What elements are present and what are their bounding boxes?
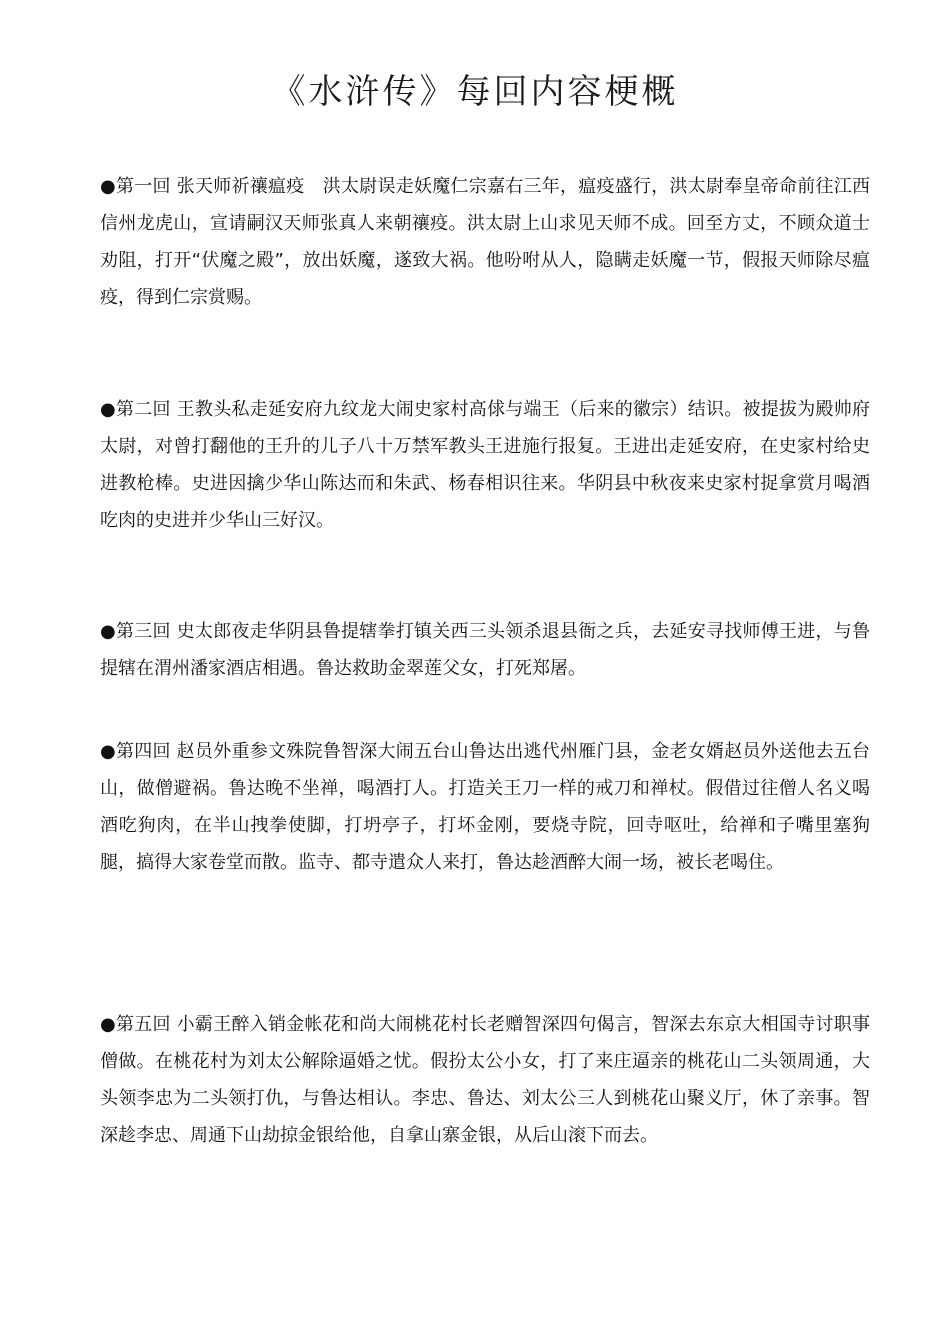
document-title: 《水浒传》每回内容梗概	[271, 72, 679, 112]
chapter-summary-3: ●第三回 史太郎夜走华阴县鲁提辖拳打镇关西三头领杀退县衙之兵，去延安寻找师傅王进，与鲁提辖在渭州潘家酒店相遇。鲁达救助金翠莲父女，打死郑屠。	[100, 621, 870, 679]
chapter-summary-2: ●第二回 王教头私走延安府九纹龙大闹史家村高俅与端王（后来的徽宗）结识。被提拔为殿帅府太尉，对曾打翻他的王升的儿子八十万禁军教头王进施行报复。王进出走延安府，在史家村给史进教枪棒。史进因擒少华山陈达而和朱武、杨春相识往来。华阴县中秋夜来史家村捉拿赏月喝酒吃肉的史进并少华山三好汉。	[100, 399, 870, 531]
chapter-summary-5: ●第五回 小霸王醉入销金帐花和尚大闹桃花村长老赠智深四句偈言，智深去东京大相国寺讨职事僧做。在桃花村为刘太公解除逼婚之忧。假扮太公小女，打了来庄逼亲的桃花山二头领周通，大头领李忠为二头领打仇，与鲁达相认。李忠、鲁达、刘太公三人到桃花山聚义厅，休了亲事。智深趁李忠、周通下山劫掠金银给他，自拿山寨金银，从后山滚下而去。	[100, 1014, 870, 1146]
chapter-summary-1: ●第一回 张天师祈禳瘟疫 洪太尉误走妖魔仁宗嘉右三年，瘟疫盛行，洪太尉奉皇帝命前往江西信州龙虎山，宣请嗣汉天师张真人来朝禳疫。洪太尉上山求见天师不成。回至方丈，不顾众道士劝阻，打开“伏魔之殿”，放出妖魔，遂致大祸。他吩咐从人，隐瞒走妖魔一节，假报天师除尽瘟疫，得到仁宗赏赐。	[100, 176, 870, 308]
chapter-summary-4: ●第四回 赵员外重参文殊院鲁智深大闹五台山鲁达出逃代州雁门县，金老女婿赵员外送他去五台山，做僧避祸。鲁达晚不坐禅，喝酒打人。打造关王刀一样的戒刀和禅杖。假借过往僧人名义喝酒吃狗肉，在半山拽拳使脚，打坍亭子，打坏金刚，要烧寺院，回寺呕吐，给禅和子嘴里塞狗腿，搞得大家卷堂而散。监寺、都寺遣众人来打，鲁达趁酒醉大闹一场，被长老喝住。	[100, 741, 870, 873]
